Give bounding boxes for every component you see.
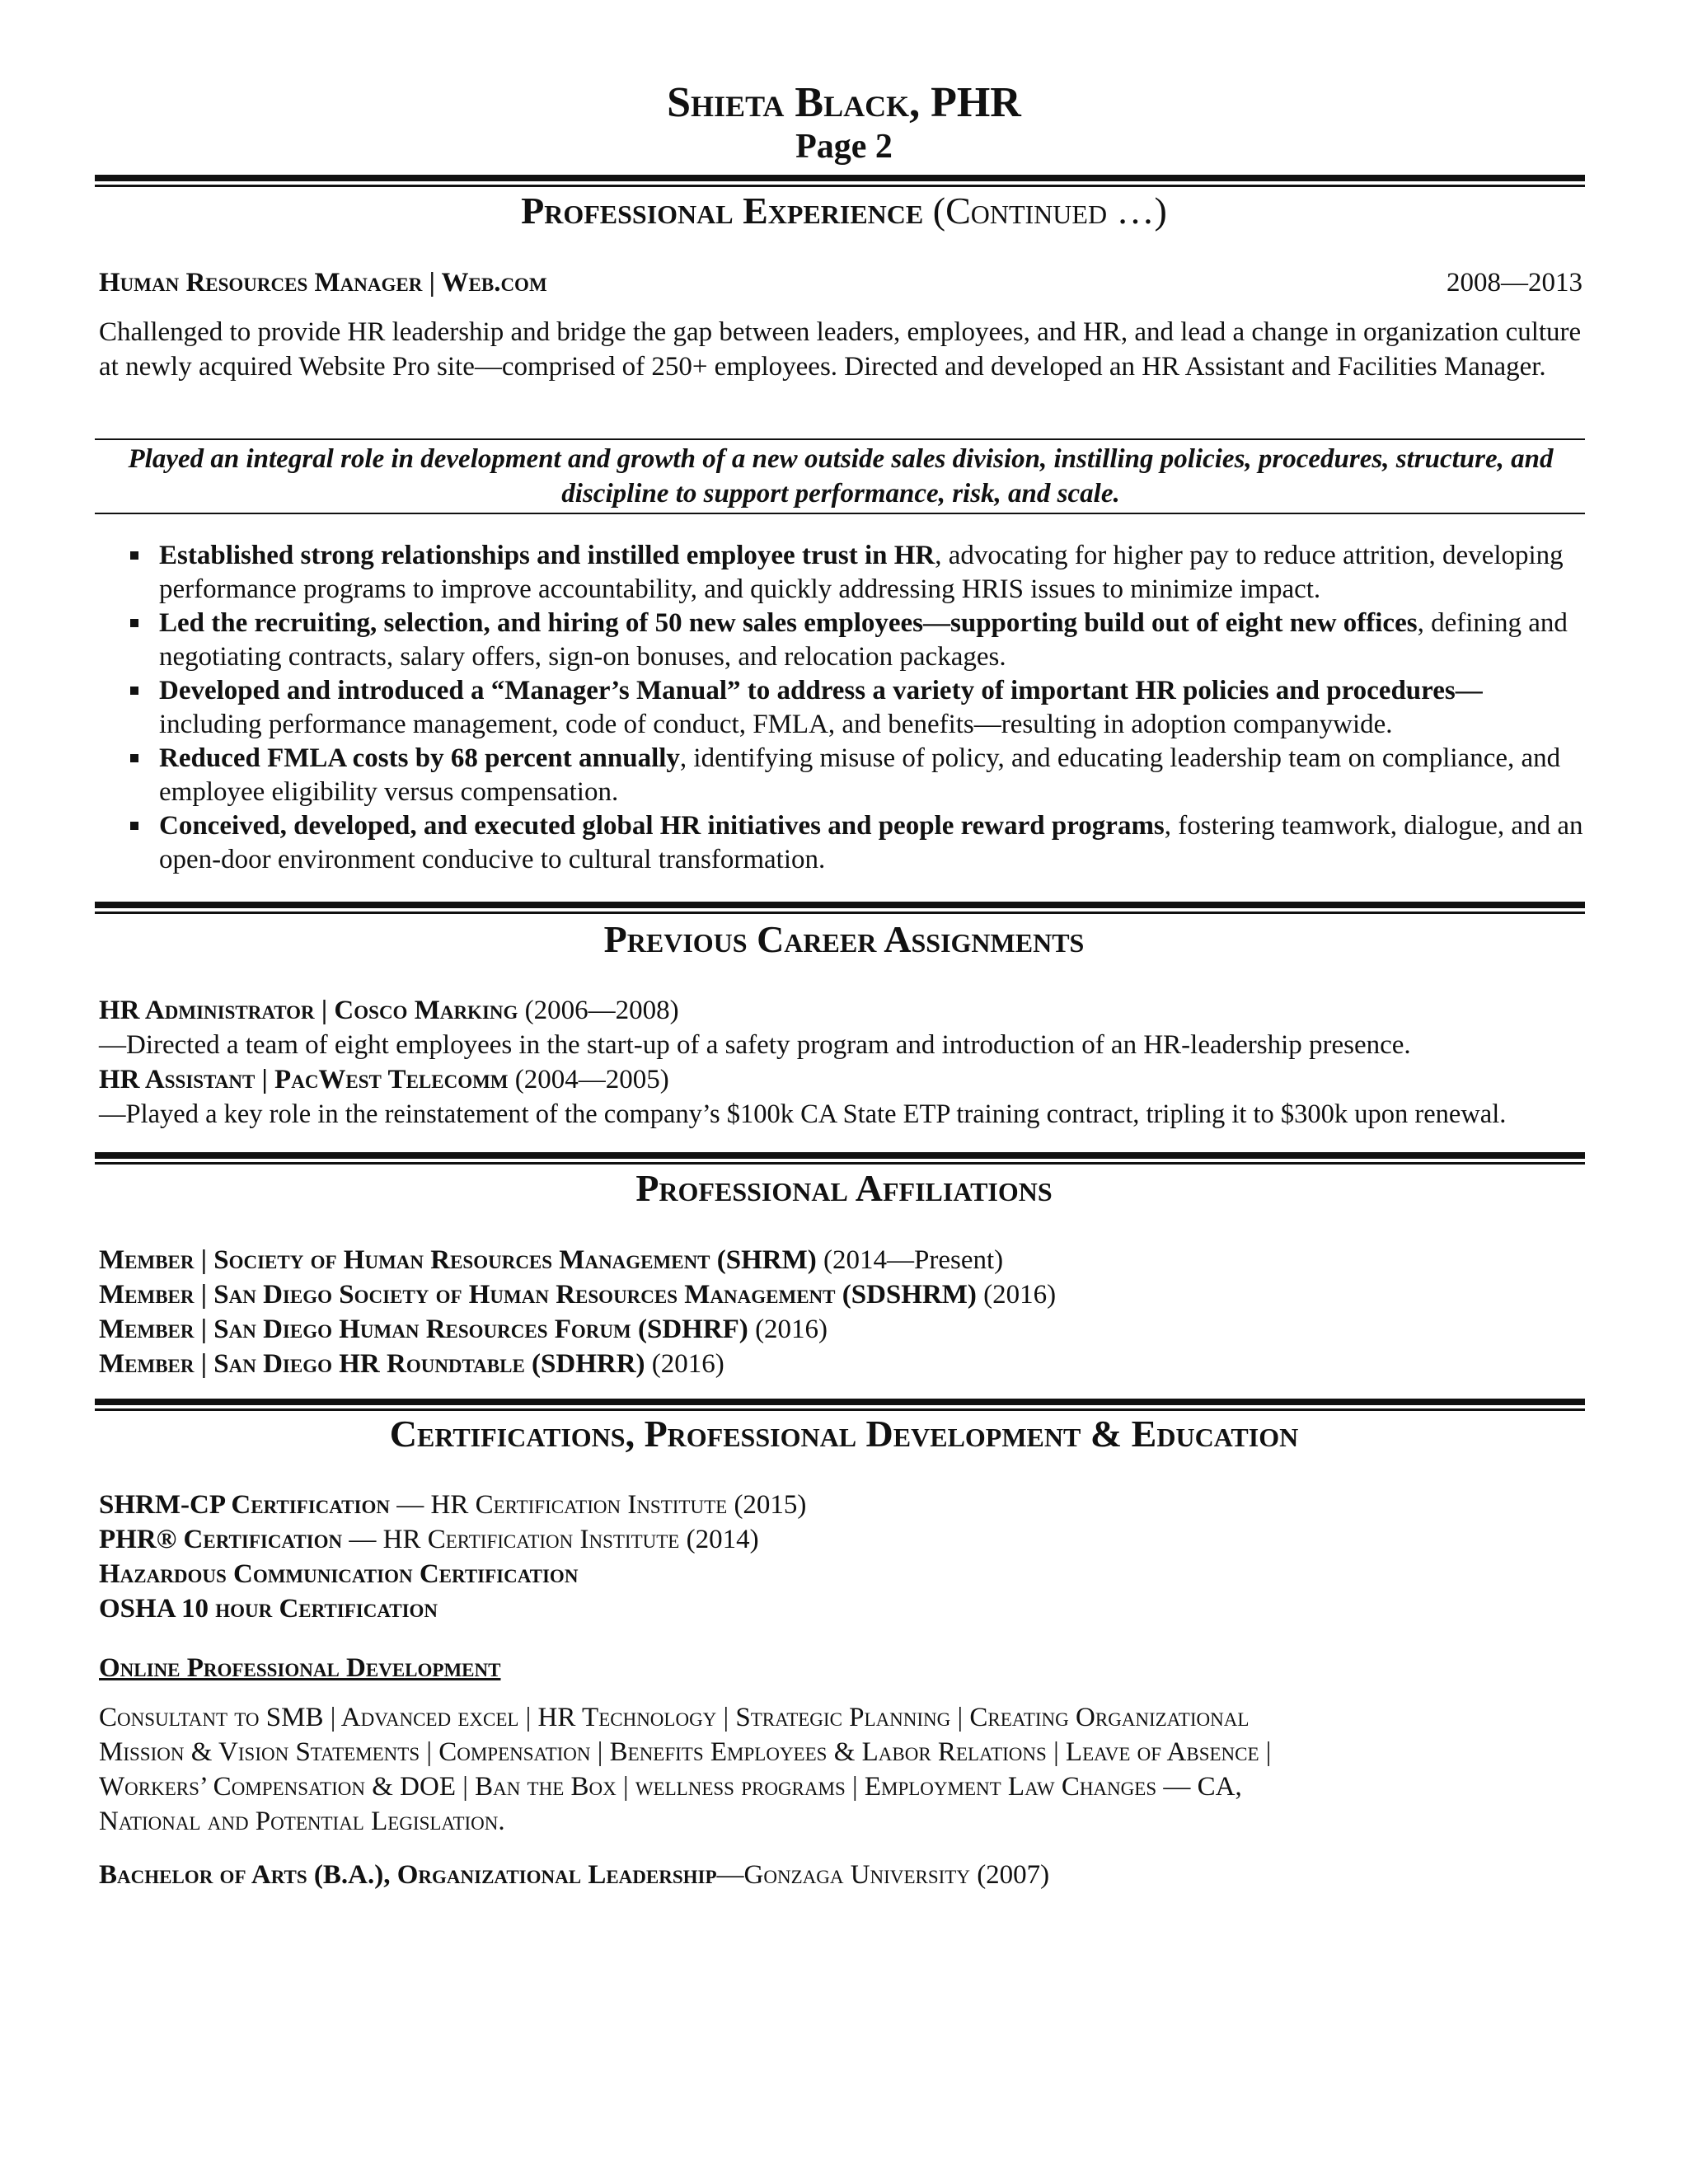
online-course-line: Workers’ Compensation & DOE | Ban the Box | wellness programs | Employment Law Changes — CA, bbox=[99, 1772, 1242, 1802]
affiliation-dates: (2016) bbox=[983, 1280, 1057, 1310]
affiliation-name: Member | San Diego Society of Human Resources Management (SDSHRM) bbox=[99, 1280, 977, 1310]
divider-rule bbox=[95, 185, 1585, 187]
role-line bbox=[99, 1062, 1582, 1097]
bullet-bold: Developed and introduced a “Manager’s Manual” to address a variety of important HR policies and procedures— bbox=[159, 676, 1483, 705]
bullet-icon bbox=[130, 551, 138, 560]
bullet-bold: Led the recruiting, selection, and hiring of 50 new sales employees—supporting build out of eight new offices bbox=[159, 608, 1418, 638]
list-item bbox=[124, 674, 1591, 742]
bullet-text: including performance management, code of conduct, FMLA, and benefits—resulting in adoption companywide. bbox=[159, 710, 1393, 739]
affiliation-item bbox=[99, 1312, 1582, 1347]
divider-rule bbox=[95, 902, 1585, 908]
page-number: Page 2 bbox=[795, 128, 893, 166]
job-summary: Challenged to provide HR leadership and bridge the gap between leaders, employees, and HR, and lead a change in organization culture at newly acquired Website Pro site—comprised of 250+ employees. Directed and developed an HR Assistant and Facilities Manager. bbox=[99, 317, 1582, 382]
divider-rule bbox=[95, 912, 1585, 914]
role-dates: (2006—2008) bbox=[524, 996, 679, 1025]
job-title: Human Resources Manager | Web.com bbox=[99, 268, 547, 298]
section-title-affiliations: Professional Affiliations bbox=[635, 1167, 1053, 1209]
section-title-experience bbox=[0, 188, 1688, 234]
divider-rule bbox=[95, 1162, 1585, 1165]
certification-item bbox=[99, 1488, 1582, 1522]
section-title-previous: Previous Career Assignments bbox=[603, 918, 1085, 960]
role-description: —Played a key role in the reinstatement of the company’s $100k CA State ETP training contract, tripling it to $300k upon renewal. bbox=[99, 1099, 1507, 1129]
online-course-line: Consultant to SMB | Advanced excel | HR Technology | Strategic Planning | Creating Organizational bbox=[99, 1703, 1250, 1732]
job-highlight: Played an integral role in development and growth of a new outside sales division, instilling policies, procedures, structure, and discipline to support performance, risk, and scale. bbox=[128, 444, 1554, 509]
role-title: HR Assistant | PacWest Telecomm bbox=[99, 1065, 509, 1094]
bullet-text: , identifying misuse of policy, and educating leadership team on compliance, and employee eligibility versus compensation. bbox=[159, 743, 1561, 807]
section-title-text: Professional Experience bbox=[521, 190, 924, 232]
role-description: —Directed a team of eight employees in the start-up of a safety program and introduction of an HR-leadership presence. bbox=[99, 1030, 1411, 1060]
certification-issuer: — HR Certification Institute (2015) bbox=[396, 1490, 807, 1520]
affiliation-dates: (2016) bbox=[651, 1349, 724, 1379]
role-line bbox=[99, 993, 1582, 1028]
divider-rule bbox=[95, 513, 1585, 514]
affiliation-dates: (2014—Present) bbox=[823, 1245, 1004, 1275]
divider-rule bbox=[95, 175, 1585, 181]
bullet-text: , defining and negotiating contracts, salary offers, sign-on bonuses, and relocation packages. bbox=[159, 608, 1568, 672]
certification-name: Hazardous Communication Certification bbox=[99, 1559, 579, 1589]
bullet-icon bbox=[130, 754, 138, 762]
online-development-heading: Online Professional Development bbox=[99, 1653, 501, 1683]
affiliation-name: Member | Society of Human Resources Management (SHRM) bbox=[99, 1245, 817, 1275]
candidate-name: Shieta Black, PHR bbox=[667, 79, 1021, 126]
job-dates: 2008—2013 bbox=[1447, 268, 1582, 298]
online-course-line: Mission & Vision Statements | Compensation | Benefits Employees & Labor Relations | Leave of Absence | bbox=[99, 1737, 1272, 1767]
divider-rule bbox=[95, 1399, 1585, 1405]
certification-name: SHRM-CP Certification bbox=[99, 1490, 390, 1520]
list-item bbox=[124, 742, 1591, 809]
certification-name: OSHA 10 hour Certification bbox=[99, 1594, 438, 1624]
bullet-icon bbox=[130, 822, 138, 830]
degree-school: —Gonzaga University (2007) bbox=[716, 1860, 1050, 1890]
affiliation-item bbox=[99, 1243, 1582, 1277]
online-course-line: National and Potential Legislation. bbox=[99, 1807, 505, 1836]
certification-item bbox=[99, 1591, 1582, 1626]
certification-item bbox=[99, 1557, 1582, 1591]
list-item bbox=[124, 607, 1591, 674]
affiliation-item bbox=[99, 1347, 1582, 1381]
affiliation-dates: (2016) bbox=[755, 1315, 828, 1344]
divider-rule bbox=[95, 438, 1585, 440]
achievement-list bbox=[124, 539, 1591, 877]
certification-item bbox=[99, 1522, 1582, 1557]
bullet-icon bbox=[130, 687, 138, 695]
degree-line bbox=[99, 1858, 1582, 1892]
bullet-bold: Reduced FMLA costs by 68 percent annually bbox=[159, 743, 680, 773]
bullet-text: , fostering teamwork, dialogue, and an open-door environment conducive to cultural transformation. bbox=[159, 811, 1583, 874]
certification-issuer: — HR Certification Institute (2014) bbox=[349, 1525, 759, 1554]
bullet-bold: Conceived, developed, and executed global HR initiatives and people reward programs bbox=[159, 811, 1165, 841]
degree-name: Bachelor of Arts (B.A.), Organizational Leadership bbox=[99, 1860, 717, 1890]
section-title-suffix: (Continued …) bbox=[932, 190, 1167, 232]
job-header bbox=[99, 265, 1582, 300]
divider-rule bbox=[95, 1152, 1585, 1159]
certification-name: PHR® Certification bbox=[99, 1525, 343, 1554]
section-title-education: Certifications, Professional Development & Education bbox=[389, 1413, 1299, 1455]
role-title: HR Administrator | Cosco Marking bbox=[99, 996, 518, 1025]
affiliation-name: Member | San Diego Human Resources Forum (SDHRF) bbox=[99, 1315, 748, 1344]
list-item bbox=[124, 539, 1591, 607]
list-item bbox=[124, 809, 1591, 877]
affiliation-item bbox=[99, 1277, 1582, 1312]
role-dates: (2004—2005) bbox=[514, 1065, 669, 1094]
bullet-icon bbox=[130, 619, 138, 627]
bullet-text: , advocating for higher pay to reduce attrition, developing performance programs to improve accountability, and quickly addressing HRIS issues to minimize impact. bbox=[159, 541, 1564, 604]
affiliation-name: Member | San Diego HR Roundtable (SDHRR) bbox=[99, 1349, 645, 1379]
bullet-bold: Established strong relationships and instilled employee trust in HR bbox=[159, 541, 935, 570]
